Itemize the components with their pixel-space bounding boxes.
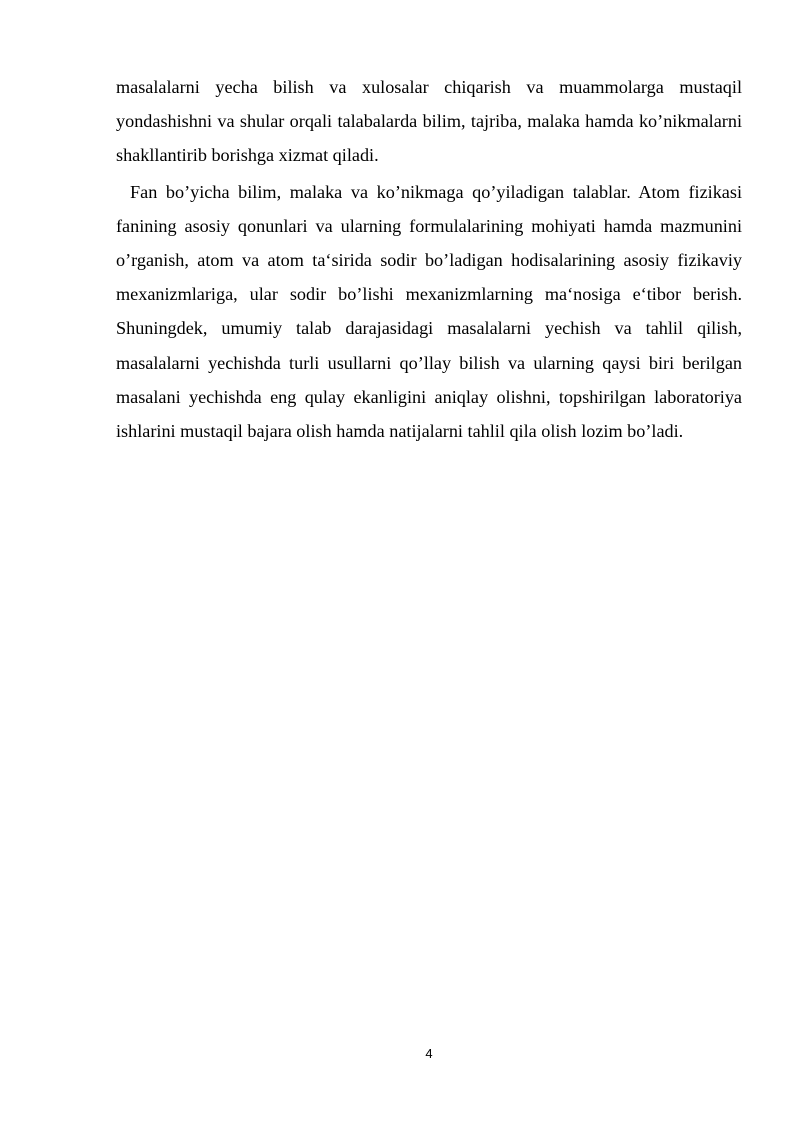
body-text [116,70,742,448]
page-number: 4 [425,1046,433,1061]
paragraph-requirements: Fan bo’yicha bilim, malaka va ko’nikmaga qo’yiladigan talablar. Atom fizikasi fanining asosiy qonunlari va ularning formulalarining mohiyati hamda mazmunini o’rganish, atom va atom ta‘sirida sodir bo’ladigan hodisalarining asosiy fizikaviy mexanizmlariga, ular sodir bo’lishi mexanizmlarning ma‘nosiga e‘tibor berish. Shuningdek, umumiy talab darajasidagi masalalarni yechish va tahlil qilish, masalalarni yechishda turli usullarni qo’llay bilish va ularning qaysi biri berilgan masalani yechishda eng qulay ekanligini aniqlay olishni, topshirilgan laboratoriya ishlarini mustaqil bajara olish hamda natijalarni tahlil qila olish lozim bo’ladi. [116,181,742,442]
paragraph-continuation: masalalarni yecha bilish va xulosalar chiqarish va muammolarga mustaqil yondashishni va shular orqali talabalarda bilim, tajriba, malaka hamda ko’nikmalarni shakllantirib borishga xizmat qiladi. [116,77,742,166]
